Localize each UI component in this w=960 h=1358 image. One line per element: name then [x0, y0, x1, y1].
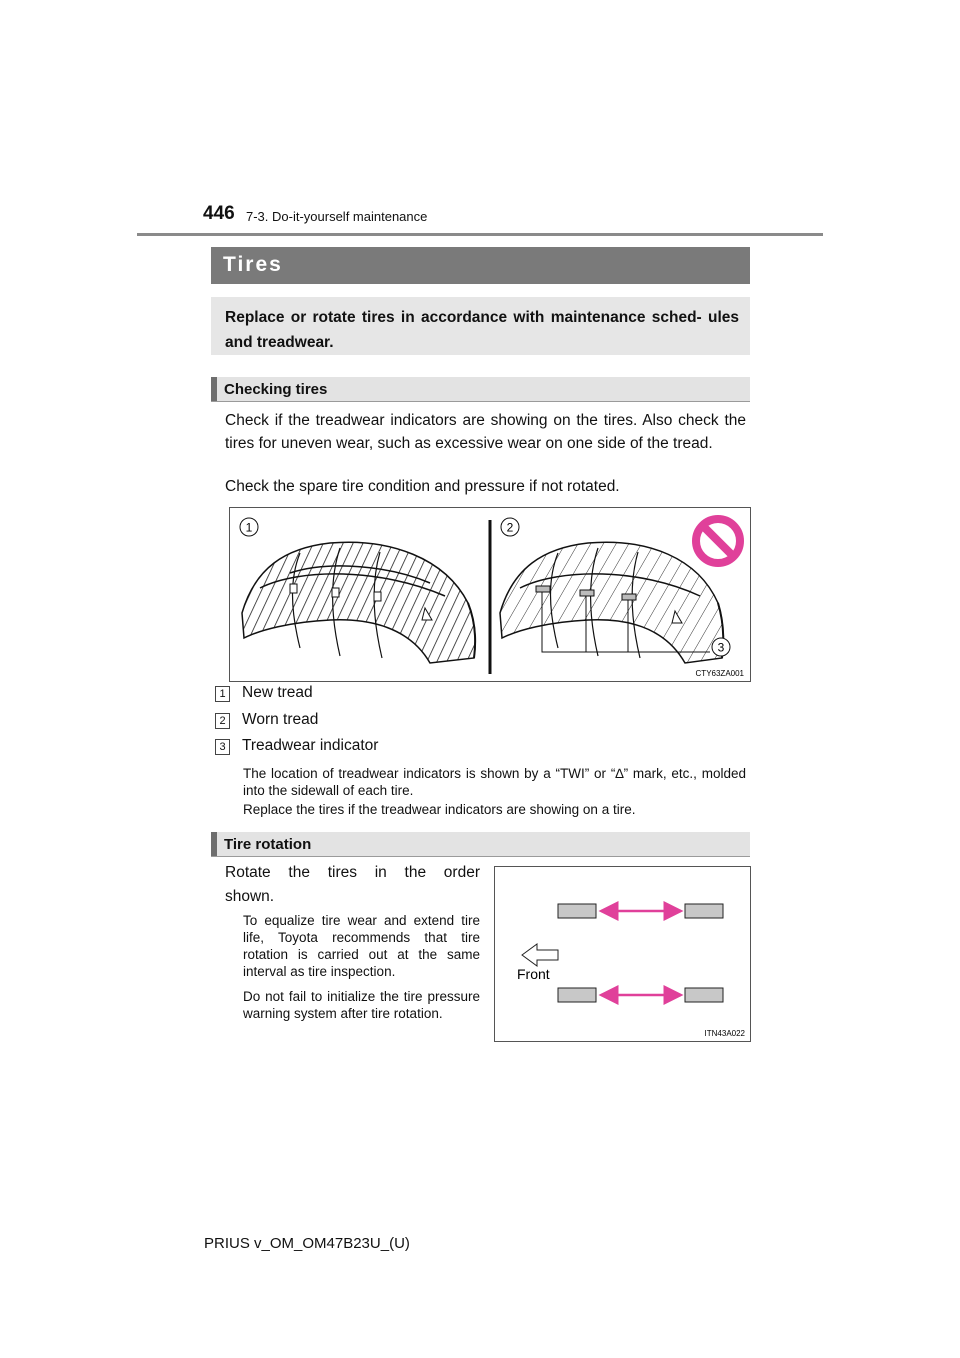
callout-2 — [501, 518, 519, 536]
page-title-bar — [211, 247, 750, 284]
figure-code: CTY63ZA001 — [695, 669, 744, 678]
intro-text: Replace or rotate tires in accordance with maintenance sched- ules and treadwear. — [225, 309, 739, 351]
callout-3 — [712, 638, 730, 656]
legend-label-3: Treadwear indicator — [242, 737, 379, 754]
prohibited-icon — [696, 519, 740, 563]
heading-marker — [211, 377, 217, 401]
replace-note: Replace the tires if the treadwear indicators are showing on a tire. — [243, 802, 636, 817]
tire-rear-right — [685, 988, 723, 1002]
footer-model-code: PRIUS v_OM_OM47B23U_(U) — [204, 1235, 410, 1252]
section-title: 7-3. Do-it-yourself maintenance — [246, 209, 428, 224]
worn-tread-tire — [500, 542, 723, 663]
tire-rotation-label: Tire rotation — [224, 836, 312, 853]
intro-box — [211, 297, 750, 355]
svg-text:1: 1 — [245, 520, 253, 535]
checking-para-1: Check if the treadwear indicators are showing on the tires. Also check the tires for uneven wear, such as excessive wear on one side of the tread. — [225, 412, 746, 452]
legend-num-2: 2 — [215, 713, 230, 729]
svg-text:2: 2 — [506, 520, 514, 535]
rotation-diagram — [495, 867, 750, 1041]
heading-rule — [211, 401, 750, 402]
tire-front-left — [558, 904, 596, 918]
tread-figure — [229, 507, 751, 682]
svg-text:3: 3 — [717, 640, 725, 655]
checking-tires-label: Checking tires — [224, 381, 328, 398]
tire-rear-left — [685, 904, 723, 918]
new-tread-tire — [242, 542, 475, 663]
checking-tires-heading — [211, 377, 750, 401]
page-number: 446 — [203, 203, 235, 224]
twi-note: The location of treadwear indicators is shown by a “TWI” or “∆” mark, etc., molded into the sidewall of each tire. — [243, 766, 746, 798]
front-label: Front — [517, 966, 550, 982]
tread-illustration — [230, 508, 750, 681]
callout-1 — [240, 518, 258, 536]
rotation-note-2: Do not fail to initialize the tire pressure warning system after tire rotation. — [243, 989, 480, 1021]
tire-front-right — [558, 988, 596, 1002]
tire-rotation-heading — [211, 832, 750, 856]
page-title: Tires — [223, 253, 283, 276]
legend-label-1: New tread — [242, 684, 313, 701]
rotation-figure-code: ITN43A022 — [704, 1029, 745, 1038]
header-rule — [137, 233, 823, 236]
rotation-para-cont: shown. — [225, 888, 275, 905]
legend-num-1: 1 — [215, 686, 230, 702]
checking-para-2: Check the spare tire condition and pressure if not rotated. — [225, 478, 620, 495]
heading-rule — [211, 856, 750, 857]
heading-marker — [211, 832, 217, 856]
rotation-note-1: To equalize tire wear and extend tire life, Toyota recommends that tire rotation is carried out at the same interval as tire inspection. — [243, 913, 480, 979]
front-arrow-icon — [522, 944, 558, 966]
rotation-para: Rotate the tires in the order — [225, 864, 480, 881]
rotation-figure — [494, 866, 751, 1042]
legend-num-3: 3 — [215, 739, 230, 755]
legend-label-2: Worn tread — [242, 711, 319, 728]
